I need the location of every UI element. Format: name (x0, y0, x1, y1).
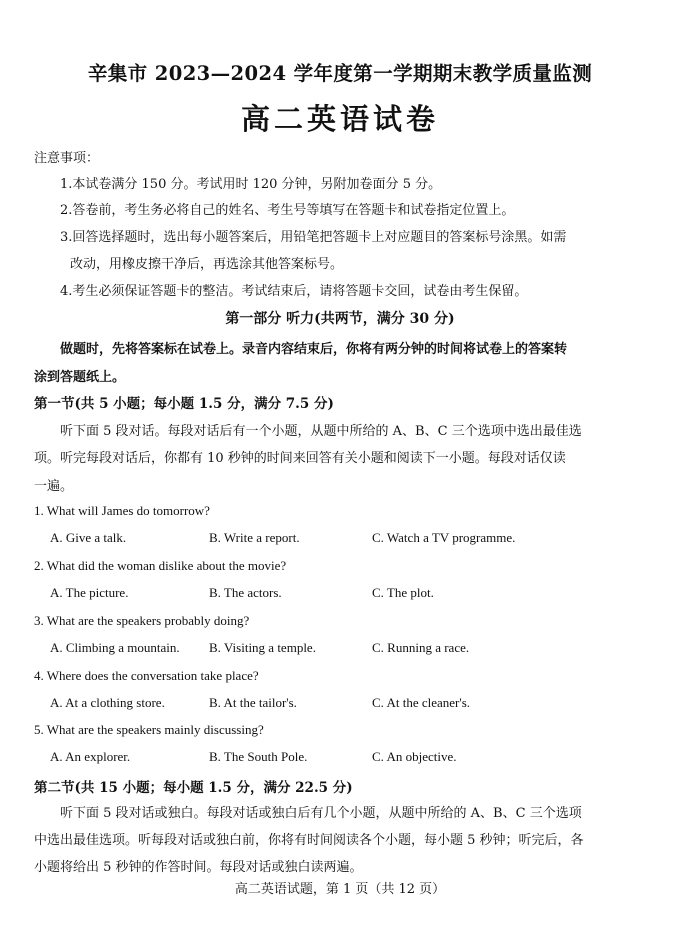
part1-intro-line2: 涂到答题纸上。 (34, 370, 126, 385)
note-item-3-cont: 改动，用橡皮擦干净后，再选涂其他答案标号。 (70, 257, 344, 272)
note-item-3: 3.回答选择题时，选出每小题答案后，用铅笔把答题卡上对应题目的答案标号涂黑。如需 (60, 230, 567, 245)
note-item-2: 2.答卷前，考生务必将自己的姓名、考生号等填写在答题卡和试卷指定位置上。 (60, 203, 515, 218)
section2-heading: 第二节(共 15 小题；每小题 1.5 分，满分 22.5 分) (34, 780, 353, 796)
question-1-option-c: C. Watch a TV programme. (372, 530, 516, 545)
question-5: 5. What are the speakers mainly discussing? (34, 722, 264, 737)
page-footer: 高二英语试题，第 1 页（共 12 页） (234, 882, 446, 897)
question-2-option-a: A. The picture. (50, 585, 129, 600)
question-4-option-b: B. At the tailor's. (209, 695, 297, 710)
question-5-option-c: C. An objective. (372, 749, 457, 764)
exam-title: 辛集市 2023—2024 学年度第一学期期末教学质量监测 (87, 62, 593, 85)
question-2: 2. What did the woman dislike about the movie? (34, 558, 287, 573)
question-2-option-b: B. The actors. (209, 585, 282, 600)
section2-instr-line1: 听下面 5 段对话或独白。每段对话或独白后有几个小题，从题中所给的 A、B、C 三个选项 (60, 806, 582, 821)
section1-instr-line2: 项。听完每段对话后，你都有 10 秒钟的时间来回答有关小题和阅读下一小题。每段对话仅读 (34, 451, 566, 466)
question-5-option-b: B. The South Pole. (209, 749, 308, 764)
question-3-option-a: A. Climbing a mountain. (50, 640, 180, 655)
section1-instr-line3: 一遍。 (34, 479, 74, 494)
question-4-option-a: A. At a clothing store. (50, 695, 165, 710)
question-5-option-a: A. An explorer. (50, 749, 131, 764)
exam-subtitle: 高二英语试卷 (240, 102, 439, 136)
part1-heading: 第一部分 听力(共两节，满分 30 分) (225, 311, 455, 327)
note-item-4: 4.考生必须保证答题卡的整洁。考试结束后，请将答题卡交回，试卷由考生保留。 (60, 284, 528, 299)
notes-heading: 注意事项： (34, 151, 100, 166)
section1-instr-line1: 听下面 5 段对话。每段对话后有一个小题，从题中所给的 A、B、C 三个选项中选出最佳选 (60, 424, 582, 439)
question-3-option-c: C. Running a race. (372, 640, 470, 655)
question-1: 1. What will James do tomorrow? (34, 503, 210, 518)
section2-instr-line2: 中选出最佳选项。听每段对话或独白前，你将有时间阅读各个小题，每小题 5 秒钟；听完后，各 (34, 833, 584, 848)
question-2-option-c: C. The plot. (372, 585, 434, 600)
question-3: 3. What are the speakers probably doing? (34, 613, 250, 628)
part1-intro-line1: 做题时，先将答案标在试卷上。录音内容结束后，你将有两分钟的时间将试卷上的答案转 (60, 342, 568, 357)
question-1-option-b: B. Write a report. (209, 530, 300, 545)
note-item-1: 1.本试卷满分 150 分。考试用时 120 分钟，另附加卷面分 5 分。 (60, 177, 442, 192)
section1-heading: 第一节(共 5 小题；每小题 1.5 分，满分 7.5 分) (34, 396, 334, 412)
question-3-option-b: B. Visiting a temple. (209, 640, 316, 655)
question-4-option-c: C. At the cleaner's. (372, 695, 471, 710)
question-4: 4. Where does the conversation take place? (34, 668, 259, 683)
section2-instr-line3: 小题将给出 5 秒钟的作答时间。每段对话或独白读两遍。 (34, 860, 363, 875)
question-1-option-a: A. Give a talk. (50, 530, 127, 545)
